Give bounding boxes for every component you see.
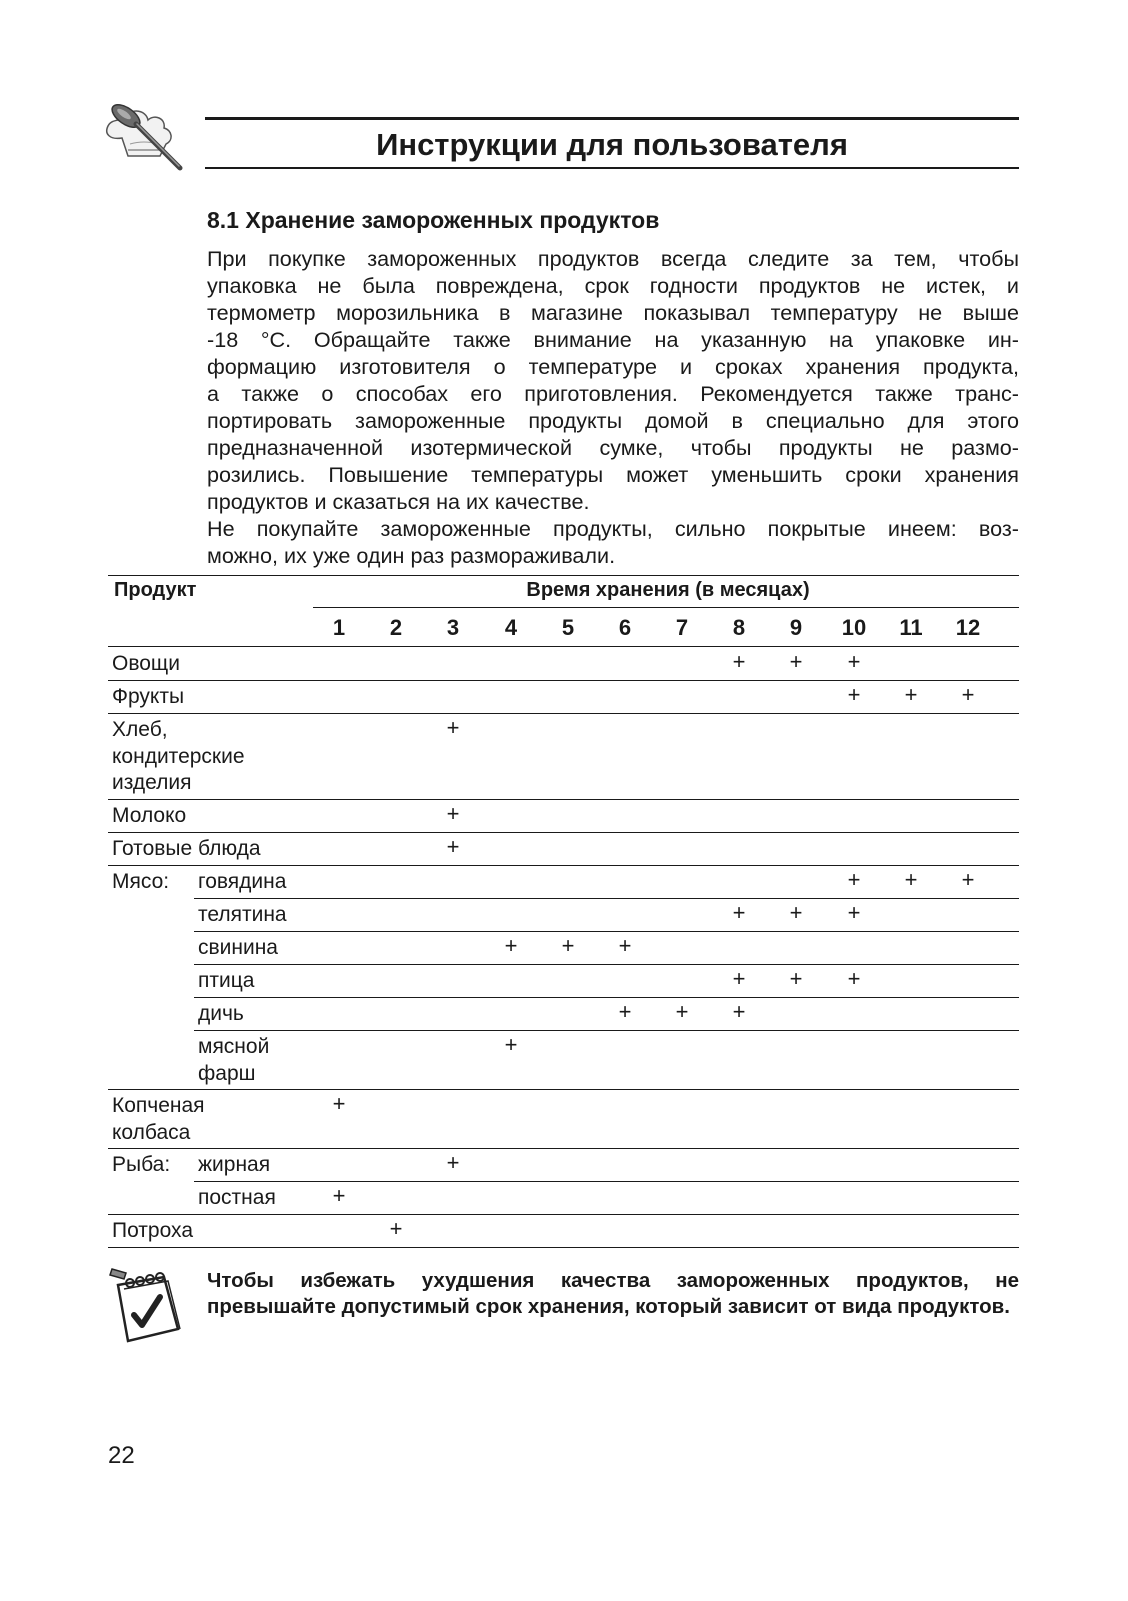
row-rule	[108, 799, 1019, 800]
body-line: предназначенной изотермической сумке, чтобы продукты не размо-	[207, 435, 1019, 460]
note-text: Чтобы избежать ухудшения качества замороженных продуктов, не превышайте допустимый срок хранения, который зависит от вида продуктов.	[207, 1269, 1019, 1318]
row-rule	[108, 1247, 1019, 1248]
table-rule-time	[313, 607, 1019, 608]
row-label: жирная	[198, 1153, 271, 1176]
storage-mark: +	[847, 682, 861, 707]
table-header-product: Продукт	[114, 579, 197, 601]
storage-mark: +	[732, 966, 746, 991]
month-header: 11	[899, 615, 923, 640]
row-group-label: Мясо:	[112, 870, 170, 893]
body-line: а также о способах его приготовления. Рекомендуется также транс-	[207, 381, 1019, 406]
body-line: -18 °C. Обращайте также внимание на указанную на упаковке ин-	[207, 327, 1019, 352]
storage-mark: +	[446, 834, 460, 859]
storage-mark: +	[847, 867, 861, 892]
row-label: Хлеб,	[112, 718, 168, 741]
table-rule-top	[108, 575, 1019, 576]
month-header: 12	[955, 615, 981, 640]
row-rule	[194, 964, 1019, 965]
body-line: портировать замороженные продукты домой в специально для этого	[207, 408, 1019, 433]
row-rule	[108, 1089, 1019, 1090]
storage-mark: +	[904, 682, 918, 707]
storage-mark: +	[732, 649, 746, 674]
row-label: постная	[198, 1186, 276, 1209]
row-label: мясной	[198, 1035, 270, 1058]
body-line: Не покупайте замороженные продукты, сильно покрытые инеем: воз-	[207, 516, 1019, 541]
body-line: При покупке замороженных продуктов всегда следите за тем, чтобы	[207, 246, 1019, 271]
row-label: колбаса	[112, 1120, 191, 1144]
storage-mark: +	[847, 900, 861, 925]
table-rule-header	[108, 646, 1019, 647]
row-label: Овощи	[112, 652, 180, 675]
storage-mark: +	[789, 966, 803, 991]
body-line: упаковка не была повреждена, срок годности продуктов не истек, и	[207, 273, 1019, 298]
row-label: Потроха	[112, 1219, 193, 1242]
row-label: Готовые блюда	[112, 837, 261, 860]
row-rule	[194, 1030, 1019, 1031]
row-label: Молоко	[112, 804, 187, 827]
page-number: 22	[108, 1442, 135, 1469]
body-line: формацию изготовителя о температуре и сроках хранения продукта,	[207, 354, 1019, 379]
storage-mark: +	[446, 801, 460, 826]
month-header: 4	[504, 615, 518, 640]
row-label: птица	[198, 969, 255, 992]
storage-mark: +	[961, 682, 975, 707]
storage-mark: +	[732, 999, 746, 1024]
header-rule-bottom	[205, 167, 1019, 169]
body-line: продуктов и сказаться на их качестве.	[207, 489, 590, 514]
row-rule	[108, 1214, 1019, 1215]
row-rule	[194, 1181, 1019, 1182]
storage-mark: +	[789, 900, 803, 925]
row-label: дичь	[198, 1002, 244, 1025]
month-header: 1	[332, 615, 346, 640]
storage-mark: +	[904, 867, 918, 892]
storage-mark: +	[504, 933, 518, 958]
storage-mark: +	[847, 966, 861, 991]
row-rule	[194, 898, 1019, 899]
row-label: телятина	[198, 903, 287, 926]
storage-mark: +	[446, 715, 460, 740]
storage-mark: +	[789, 649, 803, 674]
month-header: 3	[446, 615, 460, 640]
body-line: можно, их уже один раз размораживали.	[207, 543, 616, 568]
row-label: Фрукты	[112, 685, 185, 708]
row-rule	[108, 832, 1019, 833]
storage-mark: +	[961, 867, 975, 892]
row-label: Копченая	[112, 1094, 205, 1117]
row-label: фарш	[198, 1061, 256, 1085]
storage-mark: +	[389, 1216, 403, 1241]
row-rule	[108, 713, 1019, 714]
row-label: кондитерские	[112, 744, 245, 768]
page-title: Инструкции для пользователя	[376, 127, 848, 162]
storage-mark: +	[618, 933, 632, 958]
month-header: 7	[675, 615, 689, 640]
header-rule-top	[205, 117, 1019, 120]
storage-mark: +	[504, 1032, 518, 1057]
row-label: говядина	[198, 870, 287, 893]
storage-mark: +	[675, 999, 689, 1024]
row-rule	[108, 680, 1019, 681]
body-line: термометр морозильника в магазине показывал температуру не выше	[207, 300, 1019, 325]
storage-mark: +	[618, 999, 632, 1024]
storage-mark: +	[561, 933, 575, 958]
row-group-label: Рыба:	[112, 1153, 171, 1176]
month-header: 6	[618, 615, 632, 640]
row-rule	[108, 865, 1019, 866]
storage-mark: +	[332, 1091, 346, 1116]
row-label: свинина	[198, 936, 278, 959]
month-header: 2	[389, 615, 403, 640]
storage-mark: +	[847, 649, 861, 674]
row-rule	[108, 1148, 1019, 1149]
month-header: 9	[789, 615, 803, 640]
table-header-time: Время хранения (в месяцах)	[526, 579, 810, 601]
storage-mark: +	[446, 1150, 460, 1175]
section-title: 8.1 Хранение замороженных продуктов	[207, 207, 660, 233]
spoon-chef-hat-icon	[100, 100, 186, 174]
month-header: 10	[841, 615, 867, 640]
row-label: изделия	[112, 771, 192, 794]
storage-mark: +	[332, 1183, 346, 1208]
body-text	[207, 245, 1019, 569]
storage-mark: +	[732, 900, 746, 925]
month-header: 8	[732, 615, 746, 640]
month-header: 5	[561, 615, 575, 640]
notepad-check-icon	[104, 1263, 186, 1349]
body-line: розились. Повышение температуры может уменьшить сроки хранения	[207, 462, 1019, 487]
